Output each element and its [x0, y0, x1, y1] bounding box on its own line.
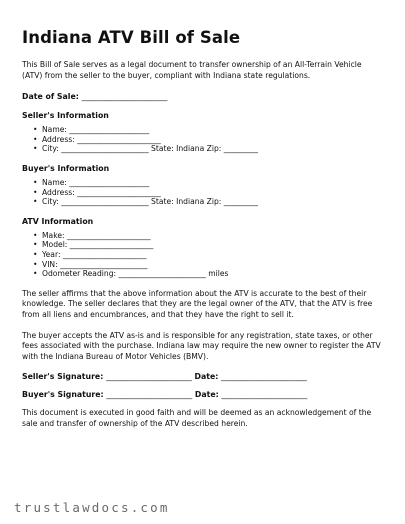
seller-affirmation-paragraph: The seller affirms that the above information about the ATV is accurate to the best of their knowledge. The seller declares that they are the legal owner of the ATV, that the ATV is free from all liens and encumbrances, and that they have the right to sell it.: [22, 288, 373, 319]
buyer-acceptance-paragraph: The buyer accepts the ATV as-is and is responsible for any registration, state taxes, or other fees associated with the purchase. Indiana law may require the new owner to register the ATV with the Indiana Bureau of Motor Vehicles (BMV).: [22, 330, 381, 361]
atv-make-field[interactable]: • Make: ______________________: [33, 231, 384, 241]
atv-vin-field[interactable]: • VIN: _______________________: [33, 260, 384, 270]
buyer-signature-date-label: Date:: [194, 390, 219, 400]
buyer-city-state-zip-field[interactable]: • City: _______________________ State: Indiana Zip: _________: [33, 197, 384, 207]
atv-odometer-field[interactable]: • Odometer Reading: _______________________ miles: [33, 269, 384, 279]
buyer-address-field[interactable]: • Address: ______________________: [33, 188, 384, 198]
atv-info-heading: ATV Information: [22, 216, 94, 226]
atv-model-field[interactable]: • Model: ______________________: [33, 240, 384, 250]
document-title: Indiana ATV Bill of Sale: [22, 28, 241, 47]
document-page: [22, 28, 384, 429]
buyer-info-list: [22, 178, 384, 207]
seller-signature-label: Seller's Signature:: [22, 372, 104, 382]
seller-signature-line[interactable]: ______________________: [106, 372, 192, 382]
seller-info-heading: Seller's Information: [22, 111, 109, 121]
seller-signature-date-line[interactable]: ______________________: [221, 372, 307, 382]
buyer-name-field[interactable]: • Name: _____________________: [33, 178, 384, 188]
closing-paragraph: This document is executed in good faith and will be deemed as an acknowledgement of the sale and transfer of ownership of the ATV described herein.: [22, 408, 372, 428]
seller-signature-row: [22, 372, 384, 381]
seller-info-list: [22, 125, 384, 154]
site-watermark: trustlawdocs.com: [14, 500, 170, 515]
buyer-signature-row: [22, 390, 384, 399]
buyer-signature-label: Buyer's Signature:: [22, 390, 104, 400]
intro-paragraph: This Bill of Sale serves as a legal document to transfer ownership of an All-Terrain Vehicle (ATV) from the seller to the buyer, compliant with Indiana state regulations.: [22, 60, 362, 80]
seller-name-field[interactable]: • Name: _____________________: [33, 125, 384, 135]
buyer-signature-line[interactable]: ______________________: [106, 390, 193, 400]
buyer-info-heading: Buyer's Information: [22, 163, 110, 173]
atv-info-list: [22, 231, 384, 279]
date-of-sale-row: [22, 92, 384, 101]
seller-address-field[interactable]: • Address: ______________________: [33, 135, 384, 145]
buyer-signature-date-line[interactable]: ______________________: [221, 390, 308, 400]
date-of-sale-label: Date of Sale:: [22, 92, 79, 102]
seller-signature-date-label: Date:: [194, 372, 219, 382]
date-of-sale-field[interactable]: ______________________: [81, 92, 168, 102]
atv-year-field[interactable]: • Year: ______________________: [33, 250, 384, 260]
seller-city-state-zip-field[interactable]: • City: _______________________ State: Indiana Zip: _________: [33, 144, 384, 154]
